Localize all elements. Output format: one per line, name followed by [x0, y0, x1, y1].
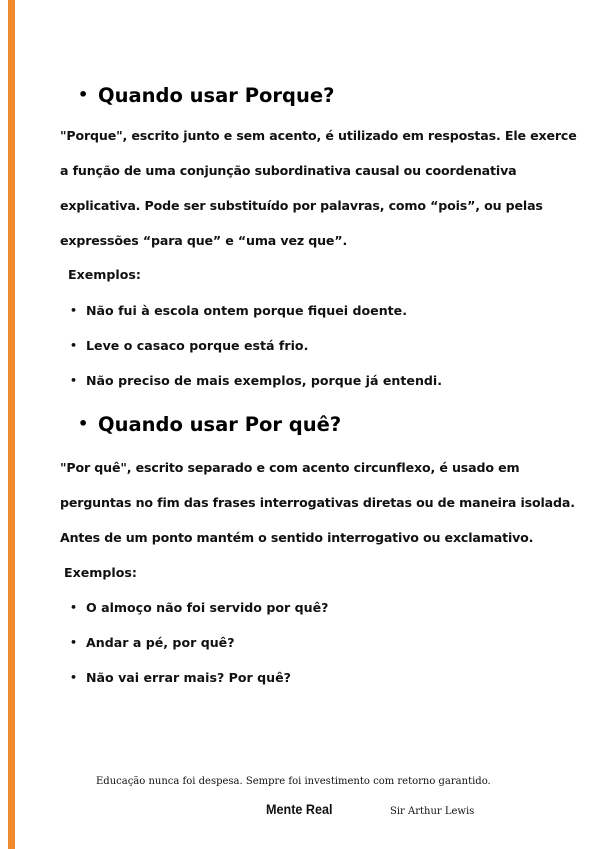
- list-item-text: Não preciso de mais exemplos, porque já entendi.: [86, 373, 443, 388]
- section-heading-por-que: [78, 413, 341, 436]
- list-item-text: Andar a pé, por quê?: [86, 635, 235, 650]
- bullet-icon: •: [78, 414, 89, 433]
- accent-bar: [8, 0, 15, 849]
- quote-author: Sir Arthur Lewis: [390, 806, 475, 817]
- heading-text: Quando usar Porque?: [98, 84, 335, 107]
- paragraph-line: expressões “para que” e “uma vez que”.: [60, 233, 348, 248]
- list-item: [70, 667, 328, 702]
- examples-list-porque: [70, 300, 442, 405]
- bullet-icon: •: [70, 601, 78, 614]
- list-item-text: Leve o casaco porque está frio.: [86, 338, 309, 353]
- list-item: [70, 597, 328, 632]
- paragraph-line: "Porque", escrito junto e sem acento, é utilizado em respostas. Ele exerce: [60, 128, 577, 143]
- bullet-icon: •: [78, 85, 89, 104]
- list-item-text: Não fui à escola ontem porque fiquei doente.: [86, 303, 408, 318]
- paragraph-line: a função de uma conjunção subordinativa causal ou coordenativa: [60, 163, 517, 178]
- paragraph-line: Antes de um ponto mantém o sentido interrogativo ou exclamativo.: [60, 530, 534, 545]
- footer-quote: Educação nunca foi despesa. Sempre foi investimento com retorno garantido.: [96, 776, 491, 787]
- examples-label: Exemplos:: [68, 267, 141, 282]
- bullet-icon: •: [70, 339, 78, 352]
- bullet-icon: •: [70, 374, 78, 387]
- bullet-icon: •: [70, 636, 78, 649]
- examples-label: Exemplos:: [64, 565, 137, 580]
- paragraph-por-que: [60, 450, 580, 555]
- list-item: [70, 335, 442, 370]
- list-item-text: Não vai errar mais? Por quê?: [86, 670, 291, 685]
- bullet-icon: •: [70, 671, 78, 684]
- paragraph-porque: [60, 118, 580, 258]
- heading-text: Quando usar Por quê?: [98, 413, 342, 436]
- list-item: [70, 300, 442, 335]
- brand-name: Mente Real: [266, 801, 333, 817]
- list-item-text: O almoço não foi servido por quê?: [86, 600, 329, 615]
- examples-list-por-que: [70, 597, 328, 702]
- section-heading-porque: [78, 84, 334, 107]
- paragraph-line: perguntas no fim das frases interrogativas diretas ou de maneira isolada.: [60, 495, 575, 510]
- paragraph-line: "Por quê", escrito separado e com acento circunflexo, é usado em: [60, 460, 520, 475]
- list-item: [70, 370, 442, 405]
- bullet-icon: •: [70, 304, 78, 317]
- paragraph-line: explicativa. Pode ser substituído por palavras, como “pois”, ou pelas: [60, 198, 543, 213]
- list-item: [70, 632, 328, 667]
